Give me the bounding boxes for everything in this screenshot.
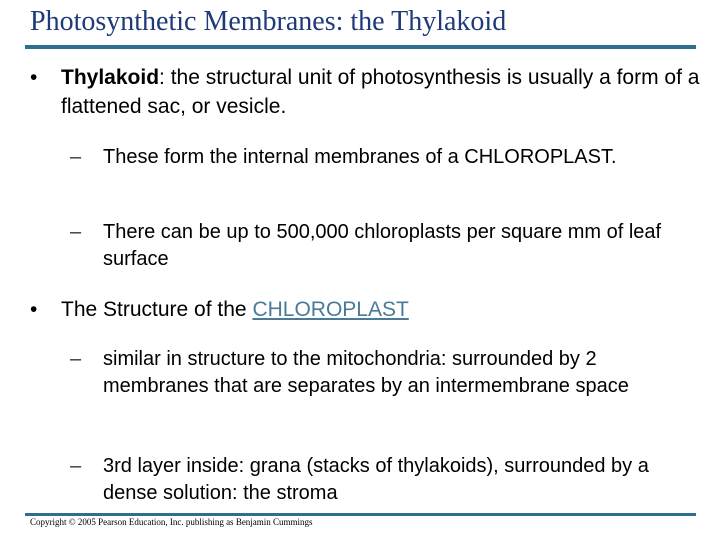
bullet-thylakoid-text: : the structural unit of photosynthesis is usually a form of a flattened sac, or vesicle.: [61, 66, 700, 118]
dash-mark: –: [70, 455, 82, 477]
term-thylakoid: Thylakoid: [61, 66, 160, 89]
bullet-structure-text: The Structure of the: [61, 298, 253, 321]
sub-bullet-text: These form the internal membranes of a CHLOROPLAST.: [103, 146, 617, 168]
footer-divider: [25, 513, 696, 516]
bullet-mark: •: [30, 298, 38, 321]
sub-bullet-mitochondria-comparison: [70, 346, 690, 400]
title-divider: [25, 45, 696, 49]
slide-title: Photosynthetic Membranes: the Thylakoid: [30, 6, 507, 37]
dash-mark: –: [70, 221, 82, 243]
dash-mark: –: [70, 146, 82, 168]
sub-bullet-text: 3rd layer inside: grana (stacks of thylakoids), surrounded by a dense solution: the stroma: [103, 455, 649, 504]
sub-bullet-grana-stroma: [70, 453, 690, 507]
sub-bullet-text: There can be up to 500,000 chloroplasts per square mm of leaf surface: [103, 221, 662, 270]
sub-bullet-chloroplast-count: [70, 219, 690, 273]
chloroplast-link[interactable]: CHLOROPLAST: [252, 298, 409, 321]
sub-bullet-internal-membranes: [70, 144, 690, 171]
bullet-chloroplast-structure: [30, 295, 700, 324]
sub-bullet-text: similar in structure to the mitochondria: surrounded by 2 membranes that are separates by an intermembrane space: [103, 348, 629, 397]
copyright-footer: Copyright © 2005 Pearson Education, Inc. publishing as Benjamin Cummings: [30, 517, 313, 527]
dash-mark: –: [70, 348, 82, 370]
bullet-mark: •: [30, 66, 38, 89]
bullet-thylakoid: [30, 63, 700, 121]
